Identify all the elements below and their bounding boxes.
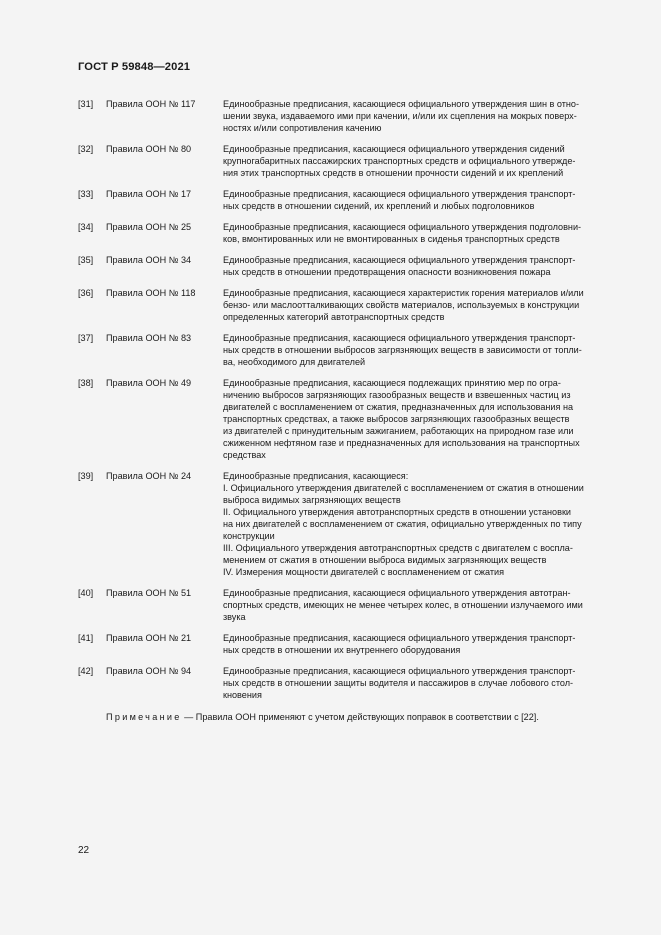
reference-description-line: I. Официального утверждения двигателей с воспламенением от сжатия в отношении [223,483,584,493]
page-number: 22 [78,845,90,856]
reference-description [223,254,615,278]
reference-item [78,632,615,656]
reference-description-line: ных средств в отношении защиты водителя и пассажиров в случае лобового стол- [223,678,574,688]
reference-description-line: Единообразные предписания, касающиеся: [223,471,409,481]
reference-item [78,332,615,368]
reference-list [78,98,615,710]
reference-description [223,143,615,179]
reference-description [223,470,615,578]
reference-description-line: спортных средств, имеющих не менее четырех колес, в отношении излучаемого ими [223,600,583,610]
reference-number: [31] [78,99,94,109]
reference-item [78,254,615,278]
reference-description-line: Единообразные предписания, касающиеся официального утверждения транспорт- [223,255,576,265]
reference-number: [37] [78,333,94,343]
reference-description-line: Единообразные предписания, касающиеся официального утверждения транспорт- [223,333,576,343]
reference-description [223,632,615,656]
reference-item [78,143,615,179]
reference-item [78,287,615,323]
reference-description-line: двигателей с воспламенением от сжатия, предназначенных для использования на [223,402,574,412]
reference-number: [40] [78,588,94,598]
reference-description-line: ния этих транспортных средств в отношении прочности сидений и их креплений [223,168,564,178]
reference-item [78,377,615,461]
reference-description-line: на них двигателей с воспламенением от сжатия, официально утвержденных по типу [223,519,582,529]
reference-number: [38] [78,378,94,388]
reference-description-line: ных средств в отношении сидений, их креплений и любых подголовников [223,201,535,211]
reference-description [223,377,615,461]
reference-description [223,287,615,323]
reference-description-line: IV. Измерения мощности двигателей с воспламенением от сжатия [223,567,504,577]
reference-description [223,188,615,212]
reference-description-line: Единообразные предписания, касающиеся официального утверждения транспорт- [223,633,576,643]
reference-description-line: III. Официального утверждения автотранспортных средств с двигателем с воспла- [223,543,573,553]
reference-description-line: II. Официального утверждения автотранспортных средств в отношении установки [223,507,571,517]
document-header: ГОСТ Р 59848—2021 [78,61,191,73]
reference-description-line: шении звука, издаваемого ими при качении, и/или их сцепления на мокрых поверх- [223,111,577,121]
reference-number: [33] [78,189,94,199]
reference-code: Правила ООН № 49 [106,378,192,388]
reference-item [78,470,615,578]
reference-code: Правила ООН № 83 [106,333,192,343]
reference-number: [41] [78,633,94,643]
reference-description-line: сжиженном нефтяном газе и предназначенных для использования на транспортных [223,438,580,448]
reference-item [78,188,615,212]
note [106,711,539,723]
reference-code: Правила ООН № 34 [106,255,192,265]
reference-code: Правила ООН № 118 [106,288,196,298]
reference-description-line: ных средств в отношении выбросов загрязняющих веществ в зависимости от топли- [223,345,582,355]
reference-item [78,587,615,623]
reference-description-line: бензо- или маслоотталкивающих свойств материалов, используемых в конструкции [223,300,580,310]
reference-description-line: кновения [223,690,262,700]
reference-description-line: средствах [223,450,266,460]
reference-description-line: Единообразные предписания, касающиеся официального утверждения автотран- [223,588,571,598]
reference-number: [34] [78,222,94,232]
reference-description-line: ничению выбросов загрязняющих газообразных веществ и взвешенных частиц из [223,390,571,400]
reference-description-line: из двигателей с принудительным зажиганием, работающих на природном газе или [223,426,574,436]
reference-number: [42] [78,666,94,676]
reference-code: Правила ООН № 17 [106,189,192,199]
reference-description-line: ностях и/или сопротивления качению [223,123,382,133]
reference-code: Правила ООН № 24 [106,471,192,481]
reference-number: [35] [78,255,94,265]
reference-description [223,221,615,245]
reference-description [223,587,615,623]
reference-code: Правила ООН № 51 [106,588,192,598]
reference-description [223,98,615,134]
reference-item [78,665,615,701]
reference-description [223,665,615,701]
reference-description-line: Единообразные предписания, касающиеся официального утверждения транспорт- [223,666,576,676]
reference-number: [32] [78,144,94,154]
reference-description-line: конструкции [223,531,275,541]
reference-description-line: Единообразные предписания, касающиеся характеристик горения материалов и/или [223,288,584,298]
reference-description-line: Единообразные предписания, касающиеся официального утверждения подголовни- [223,222,582,232]
reference-description-line: выброса видимых загрязняющих веществ [223,495,401,505]
reference-code: Правила ООН № 80 [106,144,192,154]
reference-description-line: ных средств в отношении их внутреннего оборудования [223,645,461,655]
reference-description-line: транспортных средствах, а также выбросов загрязняющих газообразных веществ [223,414,570,424]
reference-description-line: Единообразные предписания, касающиеся официального утверждения шин в отно- [223,99,579,109]
reference-item [78,98,615,134]
reference-description-line: крупногабаритных пассажирских транспортных средств и официального утвержде- [223,156,576,166]
reference-description-line: Единообразные предписания, касающиеся официального утверждения транспорт- [223,189,576,199]
reference-description-line: ных средств в отношении предотвращения опасности возникновения пожара [223,267,551,277]
reference-code: Правила ООН № 94 [106,666,192,676]
reference-code: Правила ООН № 25 [106,222,192,232]
reference-description-line: Единообразные предписания, касающиеся официального утверждения сидений [223,144,565,154]
reference-description-line: звука [223,612,246,622]
reference-code: Правила ООН № 21 [106,633,192,643]
reference-description [223,332,615,368]
reference-description-line: Единообразные предписания, касающиеся подлежащих принятию мер по огра- [223,378,561,388]
reference-description-line: менением от сжатия в отношении выброса видимых загрязняющих веществ [223,555,547,565]
reference-description-line: ков, вмонтированных или не вмонтированных в сиденья транспортных средств [223,234,560,244]
note-label: Примечание [106,712,182,722]
reference-item [78,221,615,245]
reference-description-line: ва, необходимого для двигателей [223,357,366,367]
reference-description-line: определенных категорий автотранспортных средств [223,312,445,322]
reference-code: Правила ООН № 117 [106,99,196,109]
note-text: — Правила ООН применяют с учетом действующих поправок в соответствии с [22]. [181,712,539,722]
reference-number: [36] [78,288,94,298]
reference-number: [39] [78,471,94,481]
